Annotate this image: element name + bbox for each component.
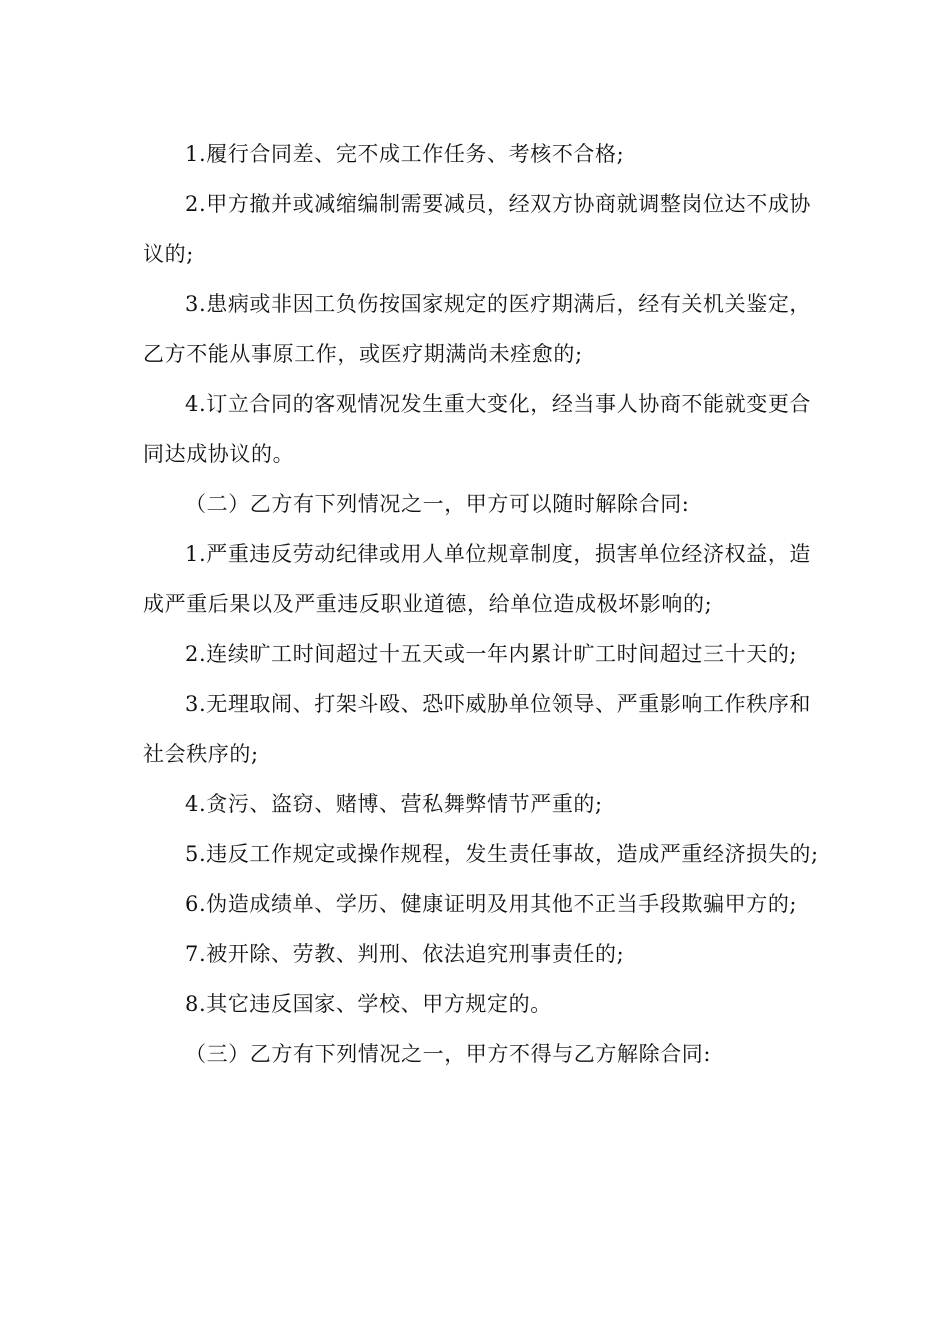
paragraph-2: 2.甲方撤并或减缩编制需要减员，经双方协商就调整岗位达不成协议的; [143,192,812,266]
paragraph-5: 1.严重违反劳动纪律或用人单位规章制度，损害单位经济权益，造成严重后果以及严重违反职业道德，给单位造成极坏影响的; [143,542,812,616]
paragraph-1: 1.履行合同差、完不成工作任务、考核不合格; [185,142,625,166]
document-body [143,129,823,1079]
paragraph-7: 3.无理取闹、打架斗殴、恐吓威胁单位领导、严重影响工作秩序和社会秩序的; [143,692,812,766]
paragraph-8: 4.贪污、盗窃、赌博、营私舞弊情节严重的; [185,792,603,816]
paragraph-6: 2.连续旷工时间超过十五天或一年内累计旷工时间超过三十天的; [185,642,798,666]
paragraph-12: 8.其它违反国家、学校、甲方规定的。 [185,992,552,1016]
paragraph-3: 3.患病或非因工负伤按国家规定的医疗期满后，经有关机关鉴定，乙方不能从事原工作，或医疗期满尚未痊愈的; [143,292,812,366]
section-heading-2: （二）乙方有下列情况之一，甲方可以随时解除合同: [185,492,690,516]
paragraph-11: 7.被开除、劳教、判刑、依法追究刑事责任的; [185,942,625,966]
section-heading-3: （三）乙方有下列情况之一，甲方不得与乙方解除合同: [185,1042,712,1066]
paragraph-4: 4.订立合同的客观情况发生重大变化，经当事人协商不能就变更合同达成协议的。 [143,392,812,466]
paragraph-10: 6.伪造成绩单、学历、健康证明及用其他不正当手段欺骗甲方的; [185,892,798,916]
paragraph-9: 5.违反工作规定或操作规程，发生责任事故，造成严重经济损失的; [185,842,819,866]
